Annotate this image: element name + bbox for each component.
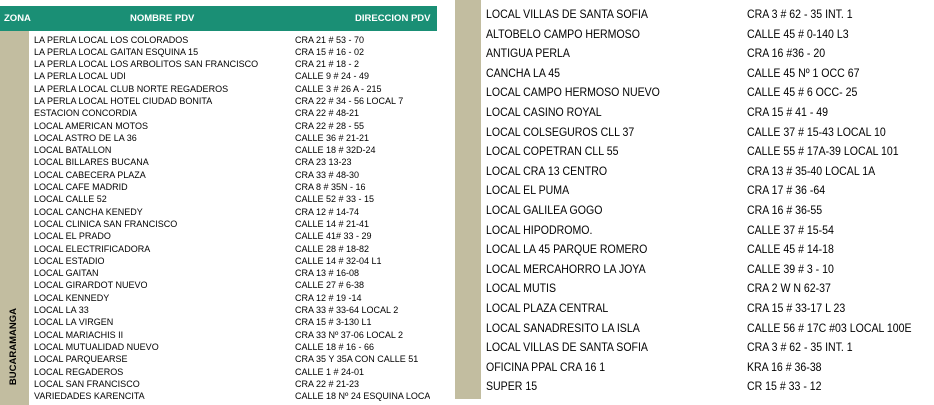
- pdv-address: CR 15 # 33 - 12: [747, 379, 822, 394]
- pdv-name: LA PERLA LOCAL UDI: [34, 71, 126, 82]
- pdv-address: CRA 33 Nº 37-06 LOCAL 2: [295, 329, 404, 340]
- pdv-address: CALLE 37 # 15-43 LOCAL 10: [747, 124, 886, 139]
- pdv-name: LA PERLA LOCAL LOS ARBOLITOS SAN FRANCISCO: [34, 59, 259, 70]
- pdv-address: CALLE 18 # 32D-24: [295, 145, 376, 156]
- pdv-address: CALLE 41# 33 - 29: [295, 231, 372, 242]
- pdv-address: CRA 15 # 3-130 L1: [295, 317, 372, 328]
- right-table: [455, 0, 934, 405]
- pdv-name: LOCAL CAMPO HERMOSO NUEVO: [486, 85, 660, 100]
- table-row: [29, 95, 437, 107]
- table-row: [481, 201, 934, 221]
- pdv-address: CALLE 14 # 32-04 L1: [295, 255, 382, 266]
- table-row: [29, 70, 437, 82]
- table-row: [29, 144, 437, 156]
- pdv-name: SUPER 15: [486, 379, 538, 394]
- pdv-name: LOCAL ASTRO DE LA 36: [34, 132, 137, 143]
- table-row: [481, 44, 934, 64]
- table-row: [29, 243, 437, 255]
- table-row: [29, 132, 437, 144]
- pdv-name: LOCAL MUTIS: [486, 281, 557, 296]
- table-row: [29, 366, 437, 378]
- pdv-address: CRA 3 # 62 - 35 INT. 1: [747, 340, 853, 355]
- pdv-name: LOCAL PARQUEARSE: [34, 354, 128, 365]
- table-row: [481, 181, 934, 201]
- pdv-address: CRA 33 # 33-64 LOCAL 2: [295, 305, 399, 316]
- table-row: [481, 5, 934, 25]
- pdv-address: CRA 21 # 53 - 70: [295, 34, 365, 45]
- pdv-name: LOCAL MERCAHORRO LA JOYA: [486, 261, 646, 276]
- pdv-address: CALLE 27 # 6-38: [295, 280, 365, 291]
- table-row: [29, 206, 437, 218]
- pdv-name: LOCAL CASINO ROYAL: [486, 104, 602, 119]
- table-row: [481, 142, 934, 162]
- pdv-name: ESTACION CONCORDIA: [34, 108, 137, 119]
- header-nombre-pdv: NOMBRE PDV: [130, 13, 195, 24]
- pdv-address: CRA 16 # 36-55: [747, 202, 823, 217]
- pdv-name: LOCAL CLINICA SAN FRANCISCO: [34, 218, 178, 229]
- pdv-name: LOCAL SANADRESITO LA ISLA: [486, 320, 640, 335]
- pdv-name: LOCAL CAFE MADRID: [34, 182, 128, 193]
- pdv-address: CALLE 55 # 17A-39 LOCAL 101: [747, 144, 899, 159]
- pdv-name: LOCAL CABECERA PLAZA: [34, 169, 146, 180]
- pdv-address: CALLE 37 # 15-54: [747, 222, 834, 237]
- pdv-name: LOCAL EL PRADO: [34, 231, 111, 242]
- pdv-name: LA PERLA LOCAL HOTEL CIUDAD BONITA: [34, 95, 213, 106]
- pdv-name: LOCAL ELECTRIFICADORA: [34, 243, 151, 254]
- zona-label: BUCARAMANGA: [8, 307, 19, 385]
- table-row: [481, 358, 934, 378]
- pdv-name: LOCAL PLAZA CENTRAL: [486, 300, 609, 315]
- pdv-address: CRA 15 # 33-17 L 23: [747, 300, 846, 315]
- pdv-address: CALLE 18 Nº 24 ESQUINA LOCA: [295, 391, 431, 402]
- table-row: [29, 329, 437, 341]
- table-row: [29, 193, 437, 205]
- pdv-name: LOCAL VILLAS DE SANTA SOFIA: [486, 340, 648, 355]
- pdv-name: LOCAL BATALLON: [34, 145, 112, 156]
- table-header: [0, 6, 437, 31]
- pdv-name: LOCAL GAITAN: [34, 268, 99, 279]
- table-row: [29, 279, 437, 291]
- pdv-address: CRA 8 # 35N - 16: [295, 182, 366, 193]
- left-rows: [29, 34, 437, 403]
- pdv-name: LOCAL HIPODROMO.: [486, 222, 593, 237]
- header-direccion-pdv: DIRECCION PDV: [355, 13, 431, 24]
- pdv-address: CRA 17 # 36 -64: [747, 183, 826, 198]
- pdv-address: CRA 22 # 34 - 56 LOCAL 7: [295, 95, 404, 106]
- table-row: [29, 46, 437, 58]
- pdv-name: LA PERLA LOCAL CLUB NORTE REGADEROS: [34, 83, 229, 94]
- table-row: [481, 123, 934, 143]
- pdv-name: LOCAL GIRARDOT NUEVO: [34, 280, 148, 291]
- pdv-name: LOCAL COLSEGUROS CLL 37: [486, 124, 635, 139]
- table-row: [29, 316, 437, 328]
- left-table: [0, 6, 437, 405]
- table-row: [29, 255, 437, 267]
- pdv-name: VARIEDADES KARENCITA: [34, 391, 145, 402]
- pdv-name: LOCAL COPETRAN CLL 55: [486, 144, 619, 159]
- table-row: [29, 341, 437, 353]
- pdv-address: CRA 15 # 41 - 49: [747, 104, 829, 119]
- pdv-address: KRA 16 # 36-38: [747, 359, 822, 374]
- pdv-address: CALLE 39 # 3 - 10: [747, 261, 834, 276]
- pdv-address: CRA 13 # 16-08: [295, 268, 360, 279]
- pdv-name: ALTOBELO CAMPO HERMOSO: [486, 26, 640, 41]
- table-row: [29, 230, 437, 242]
- pdv-name: LOCAL CANCHA KENEDY: [34, 206, 143, 217]
- pdv-name: LOCAL EL PUMA: [486, 183, 570, 198]
- pdv-name: LOCAL KENNEDY: [34, 292, 110, 303]
- table-row: [29, 390, 437, 402]
- pdv-name: LOCAL ESTADIO: [34, 255, 105, 266]
- pdv-address: CALLE 28 # 18-82: [295, 243, 370, 254]
- pdv-name: LOCAL AMERICAN MOTOS: [34, 120, 149, 131]
- pdv-address: CALLE 14 # 21-41: [295, 218, 370, 229]
- table-row: [481, 162, 934, 182]
- table-row: [29, 378, 437, 390]
- table-row: [481, 221, 934, 241]
- pdv-address: CALLE 36 # 21-21: [295, 132, 370, 143]
- table-row: [29, 58, 437, 70]
- table-row: [29, 156, 437, 168]
- pdv-name: LOCAL LA VIRGEN: [34, 317, 114, 328]
- right-rows: [481, 5, 934, 397]
- pdv-name: LOCAL SAN FRANCISCO: [34, 378, 140, 389]
- table-row: [481, 260, 934, 280]
- pdv-name: LOCAL CALLE 52: [34, 194, 107, 205]
- pdv-address: CALLE 45 # 0-140 L3: [747, 26, 849, 41]
- pdv-address: CRA 13 # 35-40 LOCAL 1A: [747, 163, 876, 178]
- pdv-address: CALLE 1 # 24-01: [295, 366, 365, 377]
- pdv-address: CALLE 52 # 33 - 15: [295, 194, 375, 205]
- table-row: [29, 181, 437, 193]
- pdv-name: LOCAL MARIACHIS II: [34, 329, 124, 340]
- pdv-name: LOCAL VILLAS DE SANTA SOFIA: [486, 7, 648, 21]
- table-row: [481, 25, 934, 45]
- table-row: [29, 218, 437, 230]
- pdv-address: CALLE 45 Nº 1 OCC 67: [747, 65, 860, 80]
- table-row: [481, 299, 934, 319]
- pdv-name: LA PERLA LOCAL GAITAN ESQUINA 15: [34, 46, 199, 57]
- pdv-address: CALLE 18 # 16 - 66: [295, 341, 375, 352]
- table-row: [29, 120, 437, 132]
- pdv-name: ANTIGUA PERLA: [486, 46, 570, 61]
- pdv-name: LOCAL CRA 13 CENTRO: [486, 163, 608, 178]
- pdv-address: CRA 23 13-23: [295, 157, 352, 168]
- pdv-address: CRA 16 #36 - 20: [747, 46, 826, 61]
- table-row: [481, 103, 934, 123]
- pdv-address: CRA 33 # 48-30: [295, 169, 360, 180]
- header-zona: ZONA: [4, 13, 31, 24]
- pdv-address: CALLE 3 # 26 A - 215: [295, 83, 382, 94]
- table-row: [29, 169, 437, 181]
- table-row: [481, 319, 934, 339]
- pdv-address: CRA 12 # 14-74: [295, 206, 360, 217]
- table-row: [29, 292, 437, 304]
- zona-column: [0, 31, 29, 405]
- pdv-address: CALLE 45 # 6 OCC- 25: [747, 85, 858, 100]
- table-row: [481, 377, 934, 397]
- pdv-address: CALLE 9 # 24 - 49: [295, 71, 370, 82]
- pdv-name: LOCAL REGADEROS: [34, 366, 124, 377]
- zona-column: [455, 0, 481, 399]
- pdv-name: LOCAL MUTUALIDAD NUEVO: [34, 341, 159, 352]
- table-row: [29, 107, 437, 119]
- pdv-address: CRA 12 # 19 -14: [295, 292, 362, 303]
- table-row: [29, 83, 437, 95]
- pdv-name: OFICINA PPAL CRA 16 1: [486, 359, 606, 374]
- table-row: [481, 279, 934, 299]
- table-row: [481, 338, 934, 358]
- pdv-name: CANCHA LA 45: [486, 65, 560, 80]
- pdv-address: CALLE 45 # 14-18: [747, 242, 834, 257]
- table-row: [481, 240, 934, 260]
- table-row: [29, 34, 437, 46]
- table-row: [29, 267, 437, 279]
- pdv-name: LOCAL GALILEA GOGO: [486, 202, 603, 217]
- pdv-name: LOCAL LA 45 PARQUE ROMERO: [486, 242, 648, 257]
- pdv-address: CRA 35 Y 35A CON CALLE 51: [295, 354, 419, 365]
- pdv-address: CRA 22 # 28 - 55: [295, 120, 365, 131]
- pdv-name: LOCAL BILLARES BUCANA: [34, 157, 149, 168]
- pdv-address: CRA 15 # 16 - 02: [295, 46, 365, 57]
- pdv-address: CALLE 56 # 17C #03 LOCAL 100E: [747, 320, 912, 335]
- table-row: [481, 64, 934, 84]
- table-row: [481, 83, 934, 103]
- pdv-address: CRA 21 # 18 - 2: [295, 59, 360, 70]
- pdv-address: CRA 2 W N 62-37: [747, 281, 831, 296]
- pdv-address: CRA 22 # 48-21: [295, 108, 360, 119]
- table-row: [29, 304, 437, 316]
- table-row: [29, 353, 437, 365]
- pdv-name: LA PERLA LOCAL LOS COLORADOS: [34, 34, 189, 45]
- pdv-address: CRA 3 # 62 - 35 INT. 1: [747, 7, 853, 21]
- pdv-address: CRA 22 # 21-23: [295, 378, 360, 389]
- pdv-name: LOCAL LA 33: [34, 305, 89, 316]
